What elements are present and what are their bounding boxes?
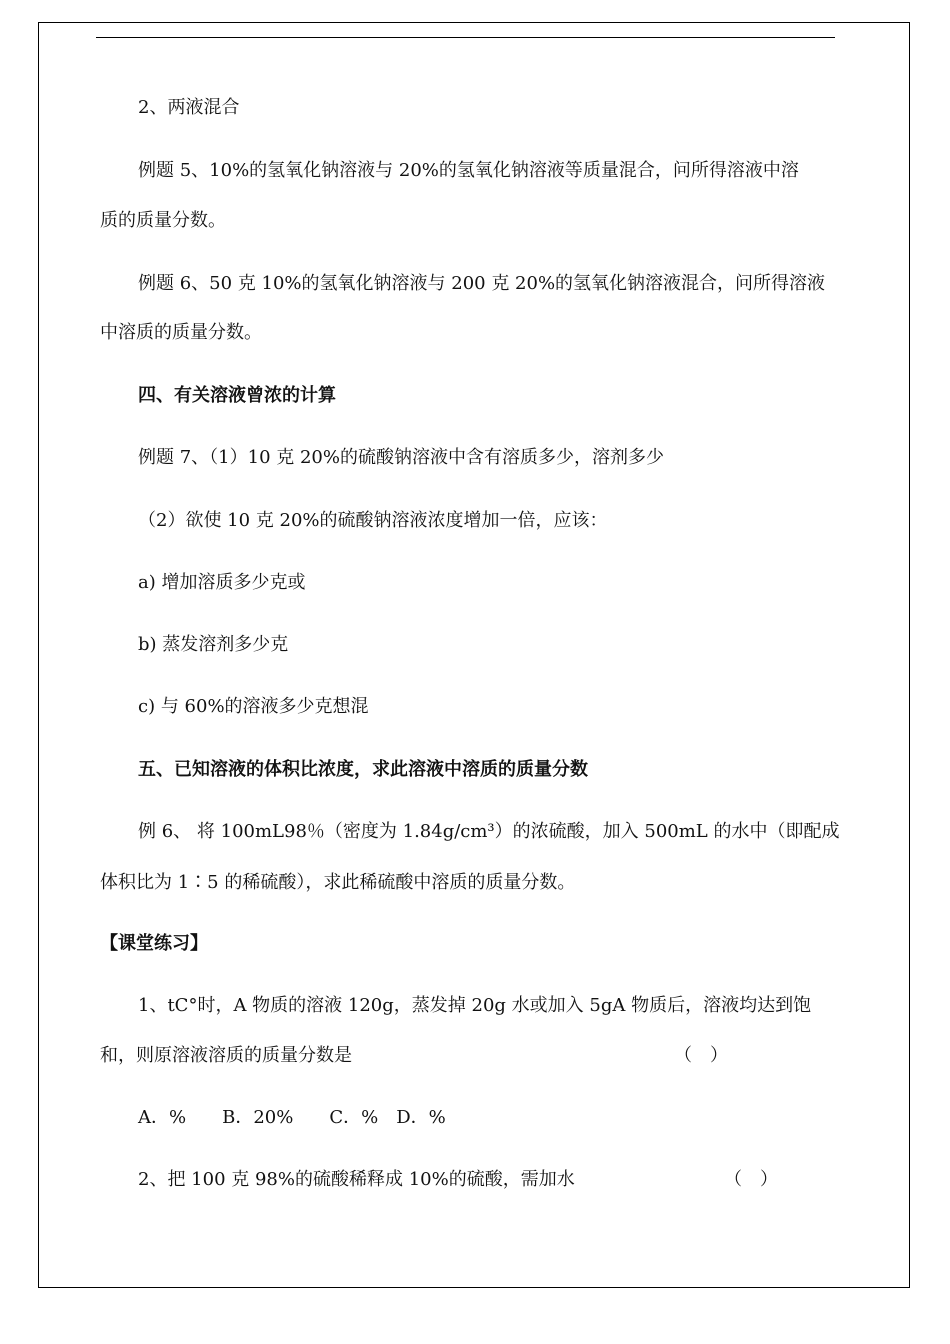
question-1-answer-paren: （ ） <box>674 1045 728 1066</box>
example-6-line-1: 例题 6、50 克 10%的氢氧化钠溶液与 200 克 20%的氢氧化钠溶液混合，问所得溶液 <box>138 273 826 294</box>
example-5-line-2: 质的质量分数。 <box>100 210 226 231</box>
example-6-line-2: 中溶质的质量分数。 <box>100 322 262 343</box>
option-a: a) 增加溶质多少克或 <box>138 572 306 593</box>
question-1-line-2: 和，则原溶液溶质的质量分数是 <box>100 1045 352 1066</box>
question-1-choices: A．% B．20% C．% D．% <box>138 1107 446 1128</box>
question-1-line-1: 1、tC°时，A 物质的溶液 120g，蒸发掉 20g 水或加入 5gA 物质后，溶液均达到饱 <box>138 995 812 1016</box>
section-title-mixing: 2、两液混合 <box>138 97 240 118</box>
example-6b-line-1: 例 6、 将 100mL98％（密度为 1.84g/cm³）的浓硫酸，加入 500mL 的水中（即配成 <box>138 821 840 842</box>
example-7-line-2: （2）欲使 10 克 20%的硫酸钠溶液浓度增加一倍，应该： <box>138 510 608 531</box>
section-heading-4: 四、有关溶液曾浓的计算 <box>138 385 336 406</box>
header-rule <box>96 37 835 38</box>
example-5-line-1: 例题 5、10%的氢氧化钠溶液与 20%的氢氧化钠溶液等质量混合，问所得溶液中溶 <box>138 160 799 181</box>
example-6b-line-2: 体积比为 1∶5 的稀硫酸），求此稀硫酸中溶质的质量分数。 <box>100 872 576 893</box>
question-2-line-1: 2、把 100 克 98%的硫酸稀释成 10%的硫酸，需加水 <box>138 1169 575 1190</box>
practice-heading: 【课堂练习】 <box>100 933 208 954</box>
example-7-line-1: 例题 7、（1）10 克 20%的硫酸钠溶液中含有溶质多少，溶剂多少 <box>138 447 664 468</box>
section-heading-5: 五、已知溶液的体积比浓度，求此溶液中溶质的质量分数 <box>138 759 588 780</box>
option-b: b) 蒸发溶剂多少克 <box>138 634 289 655</box>
option-c: c) 与 60%的溶液多少克想混 <box>138 696 369 717</box>
question-2-answer-paren: （ ） <box>724 1169 778 1190</box>
